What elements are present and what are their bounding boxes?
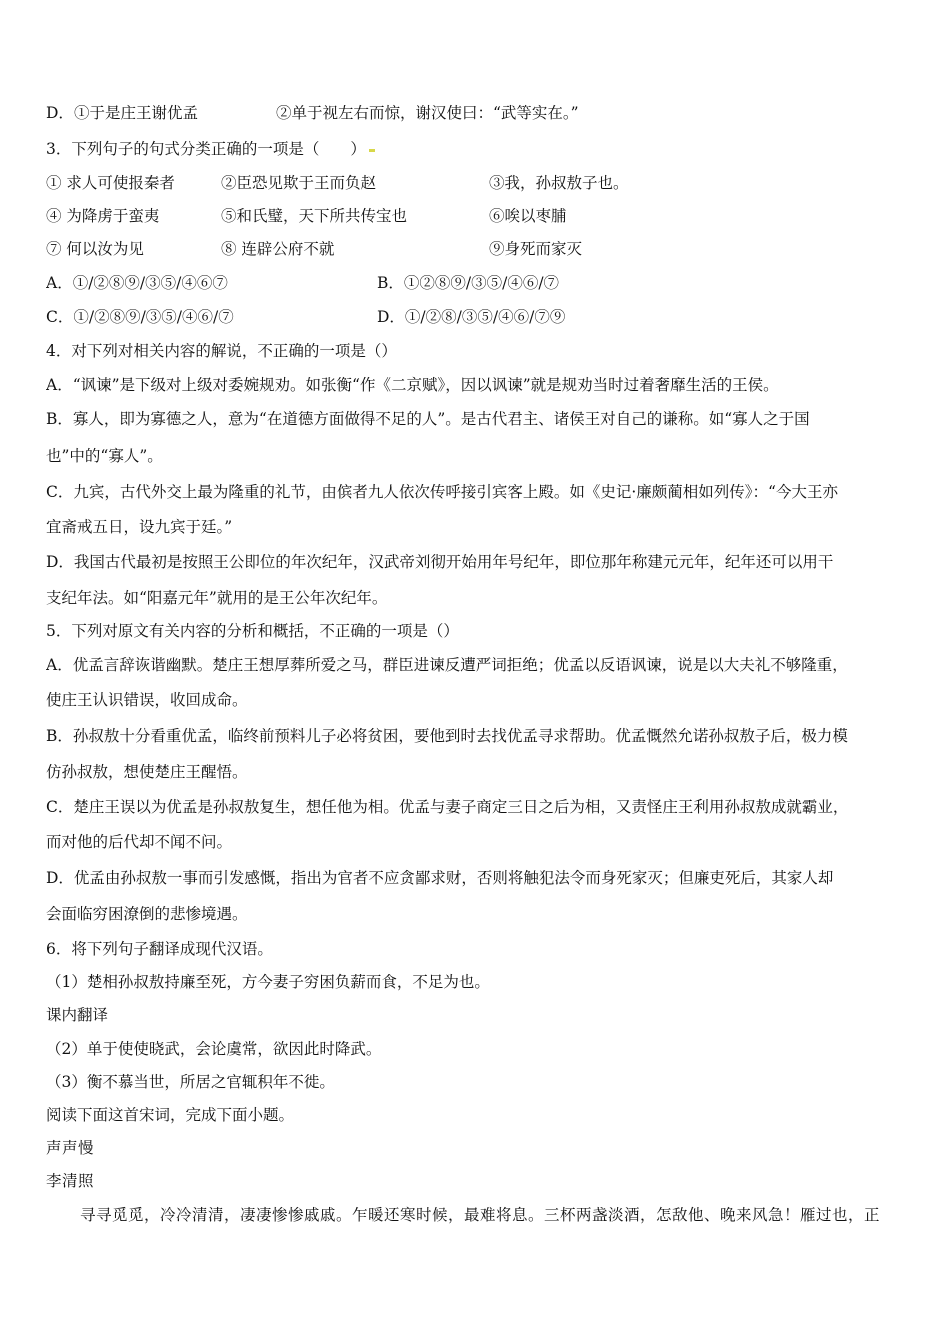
q3-sentence-row-1: [46, 173, 908, 193]
q6-sentence-3: （3）衡不慕当世，所居之官辄积年不徙。: [46, 1073, 335, 1091]
q3-sentence-row-3: [46, 239, 908, 259]
q4-option-c-line2: 宜斋戒五日，设九宾于廷。”: [46, 518, 233, 536]
poem-text: 寻寻觅觅，冷冷清清，凄凄惨惨戚戚。乍暖还寒时候，最难将息。三杯两盏淡酒，怎敌他、晚来风急！雁过也，正: [80, 1206, 881, 1224]
q3-sentence: ⑦ 何以汝为见: [46, 240, 144, 258]
poem-intro: 阅读下面这首宋词，完成下面小题。: [46, 1106, 295, 1124]
q5-option-a-line1: A．优孟言辞诙谐幽默。楚庄王想厚葬所爱之马，群臣进谏反遭严词拒绝；优孟以反语讽谏，说是以大夫礼不够隆重，: [46, 656, 848, 674]
q6-sentence-2: （2）单于使使晓武，会论虞常，欲因此时降武。: [46, 1040, 382, 1058]
q4-option-b-line1: B．寡人，即为寡德之人，意为“在道德方面做得不足的人”。是古代君主、诸侯王对自己的谦称。如“寡人之于国: [46, 410, 810, 428]
q3-stem-line: [46, 139, 908, 159]
q5-stem: 5．下列对原文有关内容的分析和概括，不正确的一项是（）: [46, 622, 459, 640]
q5-option-a-line2: 使庄王认识错误，收回成命。: [46, 691, 248, 709]
q4-option-d-line1: D．我国古代最初是按照王公即位的年次纪年，汉武帝刘彻开始用年号纪年，即位那年称建元元年，纪年还可以用干: [46, 553, 834, 571]
q4-option-a: A．“讽谏”是下级对上级对委婉规劝。如张衡“作《二京赋》，因以讽谏”就是规劝当时过着奢靡生活的王侯。: [46, 376, 779, 394]
q6-stem: 6．将下列句子翻译成现代汉语。: [46, 940, 273, 958]
q5-option-d-line2: 会面临穷困潦倒的悲惨境遇。: [46, 905, 248, 923]
q3-sentence: ① 求人可使报秦者: [46, 174, 175, 192]
q3-sentence: ③我，孙叔敖子也。: [489, 174, 629, 192]
q3-sentence: ⑥唉以枣脯: [489, 207, 567, 225]
q3-sentence: ④ 为降虏于蛮夷: [46, 207, 160, 225]
poem-title: 声声慢: [46, 1139, 95, 1157]
q3-option-a: A．①/②⑧⑨/③⑤/④⑥⑦: [46, 274, 228, 292]
q4-option-d-line2: 支纪年法。如“阳嘉元年”就用的是王公年次纪年。: [46, 589, 388, 607]
q3-options-row-2: [46, 307, 908, 327]
q3-sentence: ⑨身死而家灭: [489, 240, 583, 258]
q3-sentence: ②臣恐见欺于王而负赵: [221, 174, 377, 192]
q3-sentence: ⑧ 连辟公府不就: [221, 240, 335, 258]
q2-option-d-part2: ②单于视左右而惊，谢汉使曰：“武等实在。”: [276, 104, 579, 122]
q6-note: 课内翻译: [46, 1006, 109, 1024]
q3-options-row-1: [46, 273, 908, 293]
q4-option-b-line2: 也”中的“寡人”。: [46, 447, 163, 465]
q5-option-b-line2: 仿孙叔敖，想使楚庄王醒悟。: [46, 763, 248, 781]
q4-stem: 4．对下列对相关内容的解说，不正确的一项是（）: [46, 342, 397, 360]
q3-option-d: D．①/②⑧/③⑤/④⑥/⑦⑨: [377, 308, 566, 326]
q5-option-d-line1: D．优孟由孙叔敖一事而引发感慨，指出为官者不应贪鄙求财，否则将触犯法令而身死家灭；但廉吏死后，其家人却: [46, 869, 834, 887]
q5-option-c-line1: C．楚庄王误以为优孟是孙叔敖复生，想任他为相。优孟与妻子商定三日之后为相，又责怪庄王利用孙叔敖成就霸业，: [46, 798, 849, 816]
q4-option-c-line1: C．九宾，古代外交上最为隆重的礼节，由傧者九人依次传呼接引宾客上殿。如《史记·廉颇蔺相如列传》：“今大王亦: [46, 483, 838, 501]
poem-author: 李清照: [46, 1172, 95, 1190]
highlight-mark: [369, 149, 375, 152]
q3-sentence: ⑤和氏璧，天下所共传宝也: [221, 207, 408, 225]
q3-sentence-row-2: [46, 206, 908, 226]
q5-option-b-line1: B．孙叔敖十分看重优孟，临终前预料儿子必将贫困，要他到时去找优孟寻求帮助。优孟慨然允诺孙叔敖子后，极力模: [46, 727, 848, 745]
q2-option-d-part1: ①于是庄王谢优孟: [73, 104, 198, 122]
q2-option-d: [46, 103, 908, 123]
q6-sentence-1: （1）楚相孙叔敖持廉至死，方今妻子穷困负薪而食，不足为也。: [46, 973, 490, 991]
q5-option-c-line2: 而对他的后代却不闻不问。: [46, 833, 233, 851]
q3-stem: 3．下列句子的句式分类正确的一项是（ ）: [46, 140, 366, 158]
q3-option-c: C．①/②⑧⑨/③⑤/④⑥/⑦: [46, 308, 234, 326]
q2-option-d-label: D．: [46, 104, 74, 122]
q3-option-b: B．①②⑧⑨/③⑤/④⑥/⑦: [377, 274, 560, 292]
